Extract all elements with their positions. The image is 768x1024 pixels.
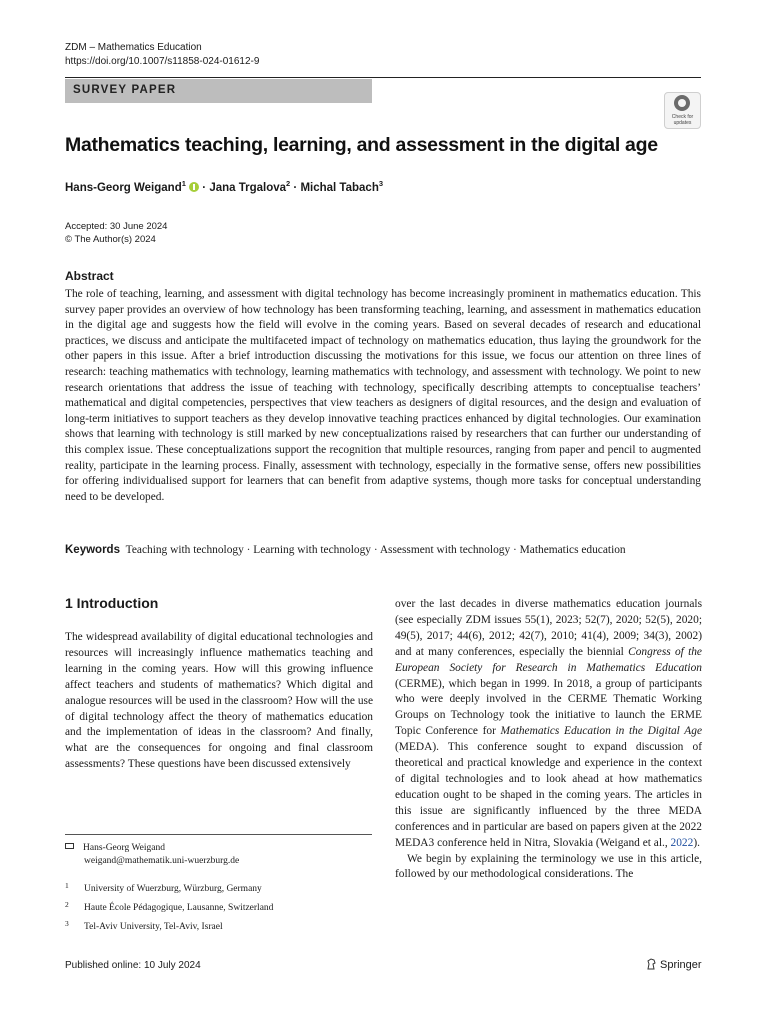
author-affiliation-ref: 1	[181, 179, 186, 188]
author-name[interactable]: Hans-Georg Weigand	[65, 181, 182, 194]
springer-horse-icon	[646, 958, 657, 970]
affiliation	[65, 880, 262, 895]
doi-link[interactable]: https://doi.org/10.1007/s11858-024-01612-9	[65, 56, 260, 67]
affiliation-number: 1	[65, 881, 69, 890]
publisher-name: Springer	[660, 959, 702, 971]
check-updates-label: Check for updates	[671, 114, 694, 126]
introduction-right-column	[395, 597, 702, 883]
affiliation-number: 3	[65, 919, 69, 928]
body-text: (MEDA). This conference sought to expand discussion of theoretical and practical knowledge and experience in the context of digital technologies and to look ahead at how mathematics education ought to be shaped in the coming years. The articles in this issue are significantly influenced by the three MEDA conferences and in particular are based on papers given at the 2022 MEDA3 conference held in Nitra, Slovakia (Weigand et al.,	[395, 741, 702, 849]
article-dates	[65, 220, 167, 246]
introduction-paragraph	[395, 597, 702, 852]
affiliation-text: University of Wuerzburg, Würzburg, Germany	[84, 884, 262, 894]
journal-name: ZDM – Mathematics Education	[65, 42, 202, 53]
section-heading-introduction: 1 Introduction	[65, 595, 159, 611]
footnote-rule	[65, 834, 372, 835]
abstract-text: The role of teaching, learning, and assessment with digital technology has become increasingly prominent in mathematics education. This survey paper provides an overview of how technology has been transforming teaching, learning, and assessment in mathematics education in the digital age and suggests how the field will evolve in the coming years. Based on several decades of research and educational practices, we discuss and anticipate the multifaceted impact of technology on mathematics education, thus laying the groundwork for the other papers in this issue. After a brief introduction discussing the motivations for this issue, we focus our attention on three lines of research: teaching mathematics with technology, learning mathematics with technology, and assessment with technology. We point to new research orientations that address the issue of teaching with technology, specifically describing attempts to conceptualise teachers’ mathematical and digital competencies, perspectives that view teachers as designers of digital resources, and the design and evaluation of long-term initiatives to support teachers as they develop innovative teaching practices enhanced by digital technologies. Our examination shows that learning with technology is still marked by new conceptualizations raised by researchers that can further our understanding of this complex issue. These conceptualizations support the recognition that multiple resources, ranging from paper and pencil to augmented reality, participate in the learning process. Finally, assessment with technology, especially in the formative sense, offers new possibilities for offering individualised support for learners that can benefit from adaptive systems, though more tasks for conceptual understanding need to be developed.	[65, 288, 701, 503]
check-for-updates-badge[interactable]	[664, 92, 701, 129]
author-affiliation-ref: 2	[286, 179, 291, 188]
author-affiliation-ref: 3	[378, 179, 384, 188]
copyright-notice: © The Author(s) 2024	[65, 234, 156, 245]
article-title: Mathematics teaching, learning, and assessment in the digital age	[65, 134, 658, 156]
author-separator: ·	[199, 181, 210, 194]
accepted-date: Accepted: 30 June 2024	[65, 221, 168, 232]
check-updates-icon	[674, 95, 690, 111]
corresponding-author-email[interactable]: weigand@mathematik.uni-wuerzburg.de	[84, 856, 240, 866]
affiliation-text: Haute École Pédagogique, Lausanne, Switzerland	[84, 903, 274, 913]
affiliation	[65, 918, 223, 933]
citation-link[interactable]: 2022	[670, 836, 694, 849]
introduction-paragraph: We begin by explaining the terminology we use in this article, followed by our methodological considerations. The	[395, 852, 702, 881]
body-text: over the last decades in diverse mathematics education journals (see especially ZDM issues 55(1), 2023; 52(7), 2020; 52(5), 2020; 49(5), 2017; 44(6), 2012; 42(7), 2010; 41(4), 2009; 34(3), 2002) and at many conferences, especially the biennial	[395, 598, 702, 658]
corresponding-author	[65, 842, 239, 868]
article-category-banner	[65, 79, 372, 103]
body-text: (CERME), which began in 1999. In 2018, a group of participants who were deeply involved in the CERME Thematic Working Groups on Technology took the initiative to launch the ERME Topic Conference for	[395, 677, 702, 738]
envelope-icon	[65, 843, 74, 849]
abstract-heading: Abstract	[65, 269, 114, 283]
orcid-icon[interactable]	[189, 182, 199, 192]
published-online-date: Published online: 10 July 2024	[65, 960, 201, 971]
conference-name-italic: Congress of the European Society for Research in Mathematics Education	[395, 645, 702, 674]
body-text: ).	[693, 836, 700, 849]
header-rule	[65, 77, 701, 78]
author-list	[65, 179, 383, 194]
author-separator: ·	[290, 181, 301, 194]
corresponding-author-name: Hans-Georg Weigand	[83, 843, 165, 853]
journal-header	[65, 41, 259, 69]
conference-name-italic: Mathematics Education in the Digital Age	[500, 725, 702, 738]
introduction-left-column: The widespread availability of digital educational technologies and resources will increasingly influence mathematics teaching and learning in the coming years. How will this growing influence affect teachers and students of mathematics? Which digital and analogue resources will be used in the classroom? How will the use of digital technology affect the theory of mathematics education and the implementation of ideas in the classroom? And finally, what are the consequences for ongoing and final classroom assessments? These questions have been discussed extensively	[65, 631, 373, 771]
affiliation-number: 2	[65, 900, 69, 909]
keywords-text: Teaching with technology · Learning with technology · Assessment with technology · Mathematics education	[125, 544, 626, 556]
affiliation	[65, 899, 273, 914]
article-category: SURVEY PAPER	[73, 84, 177, 96]
keywords-heading: Keywords	[65, 544, 120, 556]
author-name[interactable]: Michal Tabach	[300, 181, 379, 194]
author-name[interactable]: Jana Trgalova	[209, 181, 287, 194]
affiliation-text: Tel-Aviv University, Tel-Aviv, Israel	[84, 922, 223, 932]
publisher-logo	[646, 958, 702, 971]
keywords	[65, 544, 705, 556]
